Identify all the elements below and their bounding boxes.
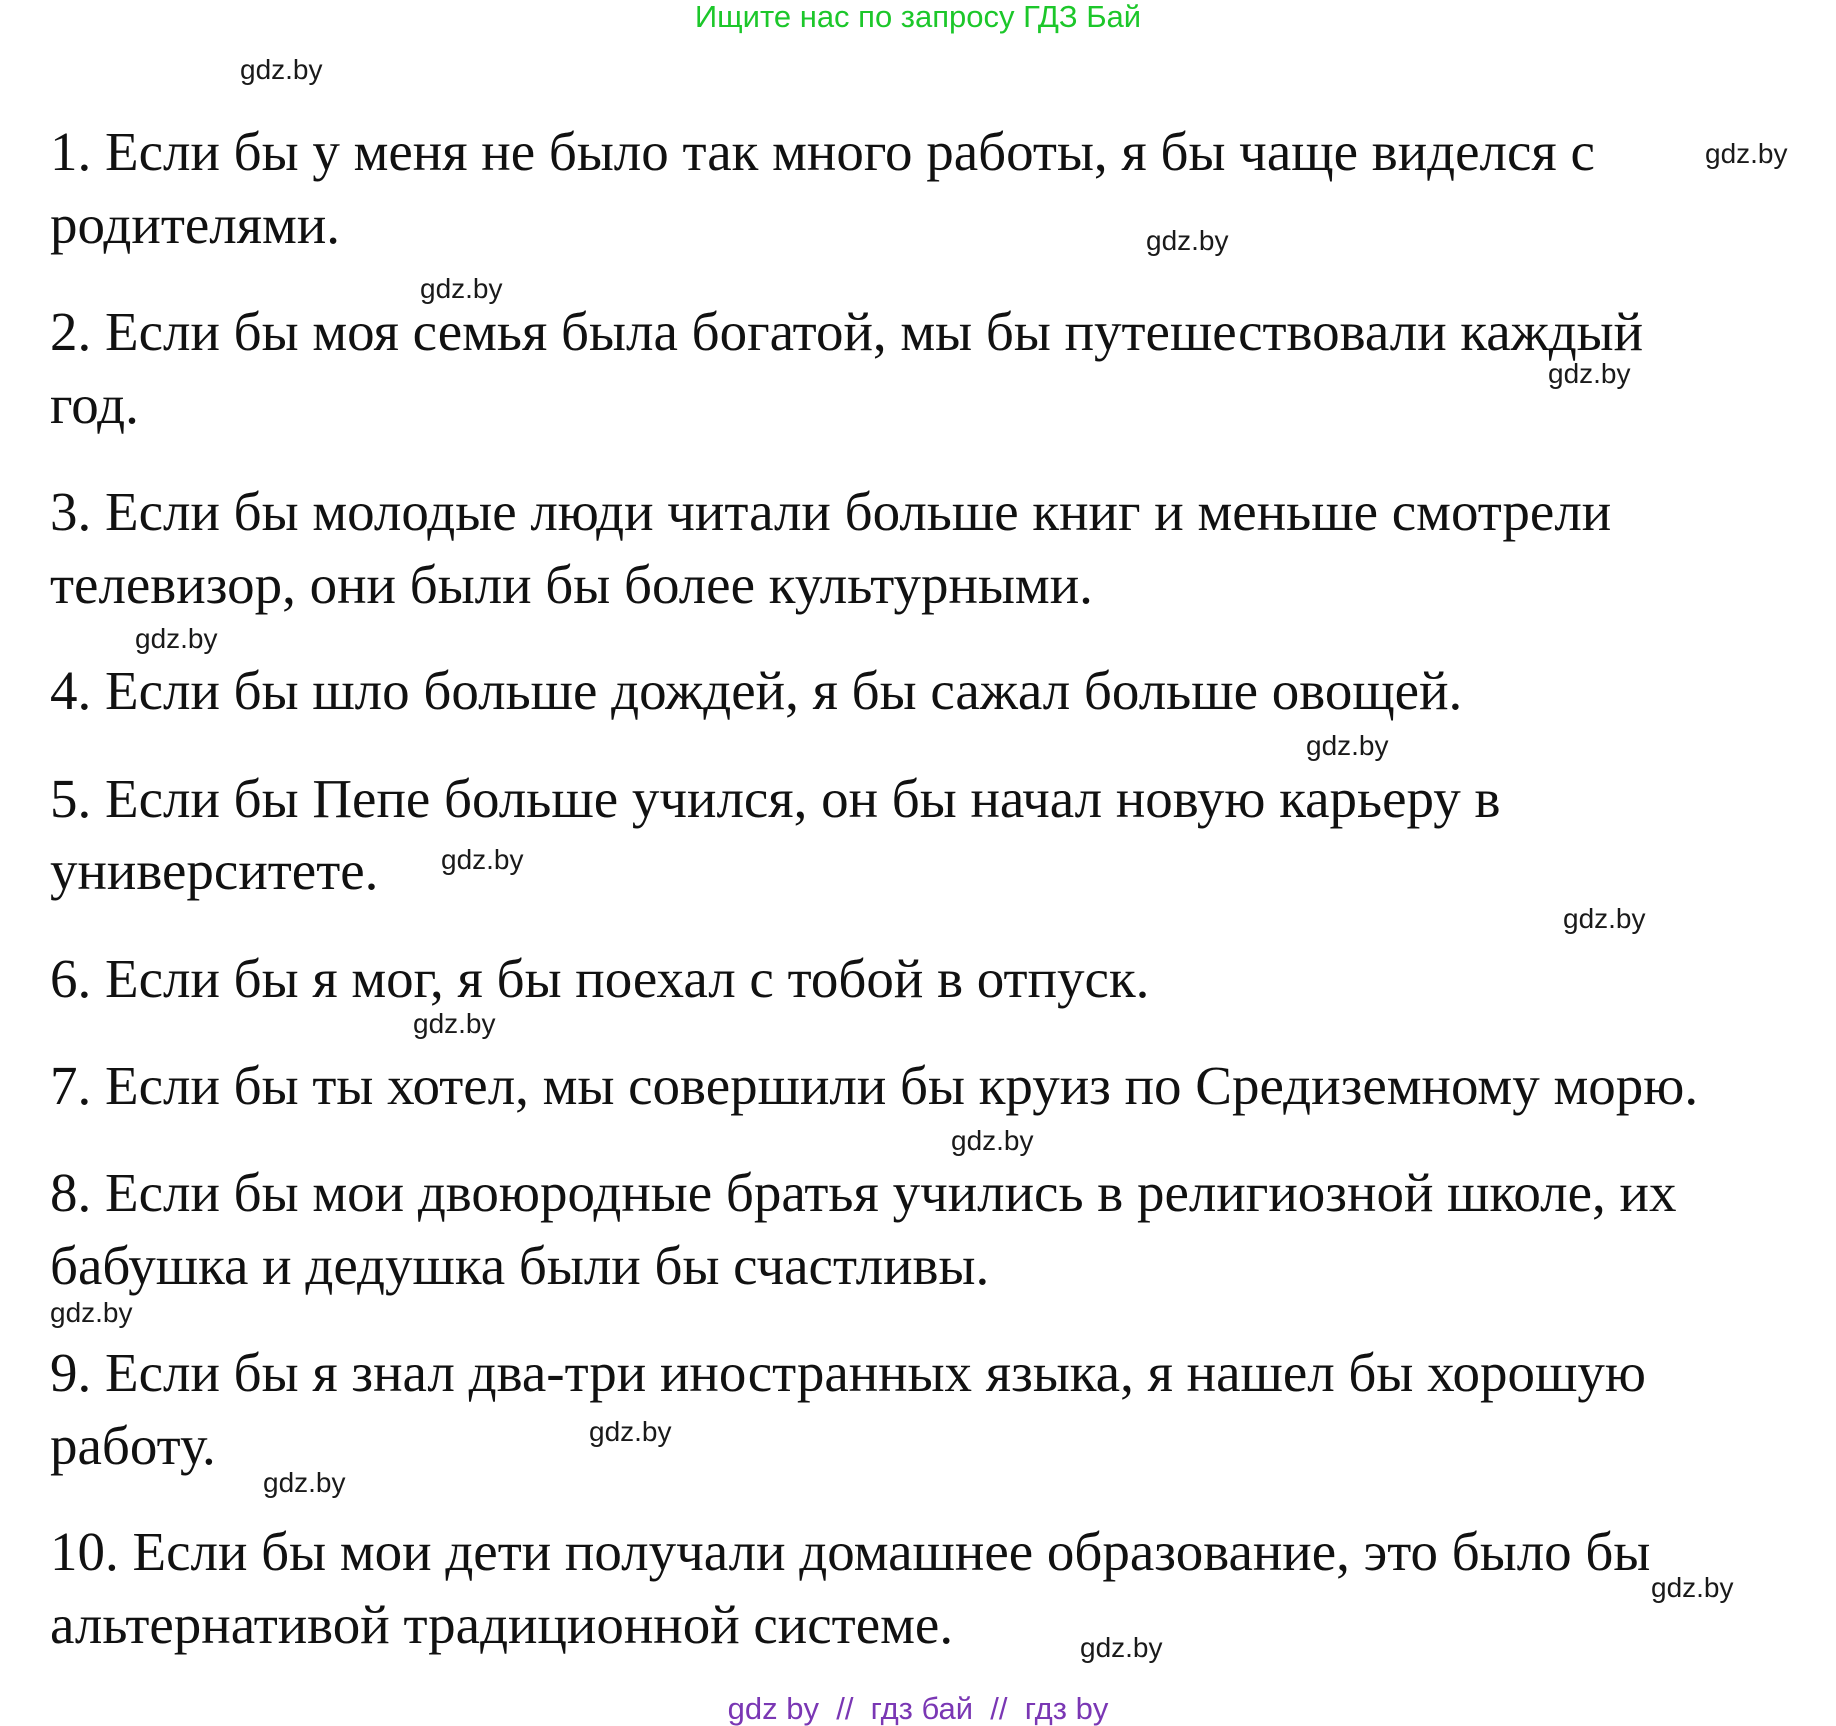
watermark: gdz.by bbox=[1306, 730, 1389, 761]
watermark: gdz.by bbox=[135, 623, 218, 654]
sentence-4-line-1: 4. Если бы шло больше дождей, я бы сажал больше овощей. bbox=[50, 660, 1463, 721]
search-hint-banner: Ищите нас по запросу ГДЗ Бай bbox=[694, 0, 1142, 34]
sentence-8-line-2: бабушка и дедушка были бы счастливы. bbox=[50, 1235, 990, 1296]
sentence-1-line-2: родителями. bbox=[50, 194, 341, 255]
sentence-2-line-2: год. bbox=[50, 374, 139, 435]
watermark: gdz.by bbox=[441, 844, 524, 875]
watermark: gdz.by bbox=[263, 1467, 346, 1498]
watermark: gdz.by bbox=[951, 1125, 1034, 1156]
sentence-10-line-2: альтернативой традиционной системе. bbox=[50, 1594, 954, 1655]
sentence-9-line-2: работу. bbox=[50, 1415, 216, 1476]
sentence-8-line-1: 8. Если бы мои двоюродные братья учились в религиозной школе, их bbox=[50, 1162, 1677, 1223]
sentence-2-line-1: 2. Если бы моя семья была богатой, мы бы путешествовали каждый bbox=[50, 301, 1644, 362]
watermark: gdz.by bbox=[1080, 1632, 1163, 1663]
sentence-7-line-1: 7. Если бы ты хотел, мы совершили бы круиз по Средиземному морю. bbox=[50, 1055, 1699, 1116]
sentence-3-line-1: 3. Если бы молодые люди читали больше книг и меньше смотрели bbox=[50, 481, 1612, 542]
watermark: gdz.by bbox=[1146, 225, 1229, 256]
watermark: gdz.by bbox=[1563, 903, 1646, 934]
sentence-5-line-1: 5. Если бы Пепе больше учился, он бы начал новую карьеру в bbox=[50, 768, 1501, 829]
watermark: gdz.by bbox=[1548, 358, 1631, 389]
watermark: gdz.by bbox=[50, 1297, 133, 1328]
footer-site-links: gdz by // гдз бай // гдз by bbox=[727, 1691, 1109, 1726]
watermark: gdz.by bbox=[1705, 138, 1788, 169]
watermark: gdz.by bbox=[413, 1008, 496, 1039]
sentence-9-line-1: 9. Если бы я знал два-три иностранных языка, я нашел бы хорошую bbox=[50, 1342, 1646, 1403]
watermark: gdz.by bbox=[1651, 1572, 1734, 1603]
sentence-1-line-1: 1. Если бы у меня не было так много работы, я бы чаще виделся с bbox=[50, 121, 1595, 182]
sentence-3-line-2: телевизор, они были бы более культурными. bbox=[50, 554, 1093, 615]
sentence-6-line-1: 6. Если бы я мог, я бы поехал с тобой в отпуск. bbox=[50, 948, 1150, 1009]
sentence-5-line-2: университете. bbox=[50, 840, 379, 901]
watermark: gdz.by bbox=[240, 54, 323, 85]
watermark: gdz.by bbox=[589, 1416, 672, 1447]
watermark: gdz.by bbox=[420, 273, 503, 304]
sentence-10-line-1: 10. Если бы мои дети получали домашнее образование, это было бы bbox=[50, 1521, 1651, 1582]
